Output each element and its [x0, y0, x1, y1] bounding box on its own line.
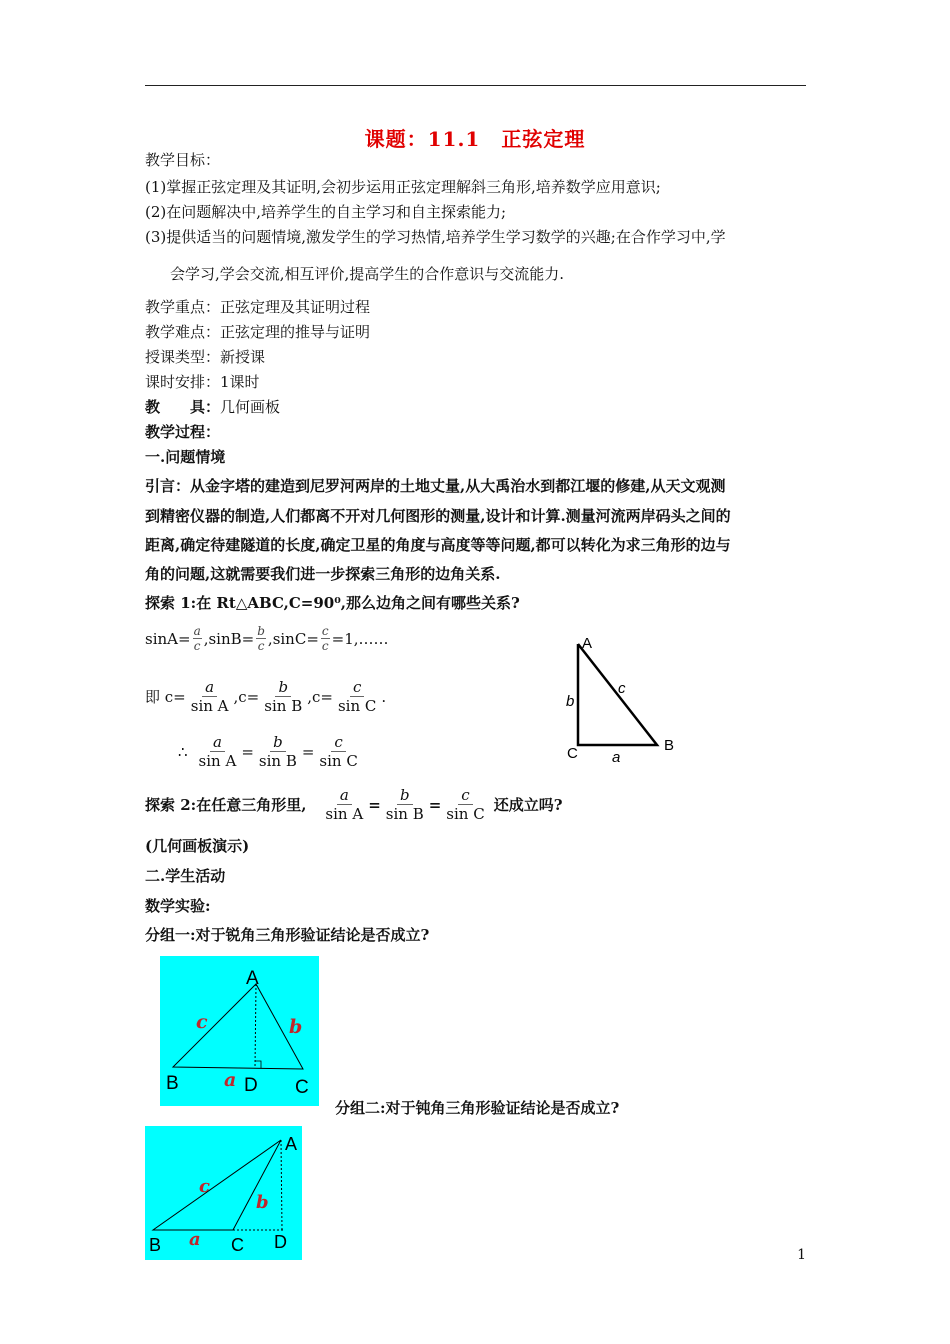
vertex-a-label: A — [246, 968, 259, 989]
side-c-label: c — [196, 1011, 208, 1033]
info-label: 课时安排： — [145, 373, 221, 391]
sin-line-end: =1,…… — [331, 629, 389, 648]
vertex-d-label: D — [274, 1232, 287, 1252]
side-a-label: a — [189, 1229, 201, 1250]
fraction: $\frac{a}{\text{sin A}}$ — [198, 733, 237, 770]
info-value: 1课时 — [220, 373, 260, 391]
explore-2-prefix: 探索 2:在任意三角形里, — [145, 795, 307, 814]
info-row-3 — [145, 347, 265, 367]
info-value: 正弦定理的推导与证明 — [220, 323, 371, 341]
equals: = — [428, 795, 442, 814]
vertex-c-label: C — [231, 1235, 244, 1255]
objective-2: (2)在问题解决中,培养学生的自主学习和自主探索能力; — [145, 203, 507, 221]
info-value: 新授课 — [220, 348, 266, 366]
acute-triangle-figure — [160, 956, 319, 1106]
sin-b-prefix: ,sinB= — [203, 629, 255, 648]
section-2-heading: 二.学生活动 — [145, 867, 226, 885]
ji-prefix: 即 c= — [145, 687, 186, 706]
info-row-2 — [145, 322, 370, 342]
info-row-tools — [145, 397, 280, 417]
equals: = — [368, 795, 381, 814]
vertex-b-label: B — [149, 1235, 162, 1255]
info-row-1 — [145, 297, 370, 317]
law-of-sines-line — [178, 733, 363, 770]
side-b-label: b — [256, 1192, 269, 1213]
process-heading: 教学过程： — [145, 423, 221, 441]
fraction: $\frac{b}{\text{sin B}}$ — [258, 733, 297, 770]
side-c-label: c — [618, 680, 626, 697]
group-1-heading: 分组一:对于锐角三角形验证结论是否成立? — [145, 926, 430, 944]
period: . — [381, 687, 387, 706]
fraction: $\frac{b}{\text{sin B}}$ — [385, 786, 424, 823]
separator: ,c= — [307, 687, 333, 706]
c-expression-line — [145, 678, 386, 715]
equals: = — [241, 742, 254, 761]
side-c-label: c — [199, 1176, 210, 1197]
sin-a-prefix: sinA= — [145, 629, 191, 648]
vertex-b-label: B — [664, 737, 675, 754]
fraction: $\frac{c}{\text{sin C}}$ — [319, 733, 358, 770]
page-title: 课题：11.1 正弦定理 — [364, 127, 586, 151]
explore-2 — [145, 786, 563, 823]
info-label: 授课类型： — [145, 348, 221, 366]
vertex-c-label: C — [295, 1077, 309, 1098]
fraction: $\frac{b}{c}$ — [257, 624, 265, 653]
objectives-heading: 教学目标： — [145, 151, 221, 169]
fraction: $\frac{a}{\text{sin A}}$ — [325, 786, 364, 823]
side-a-label: a — [612, 749, 621, 766]
sin-c-prefix: ,sinC= — [267, 629, 319, 648]
tools-label: 教 具： — [145, 398, 221, 416]
fraction: $\frac{c}{c}$ — [321, 624, 329, 653]
explore-1: 探索 1:在 Rt△ABC,C=90⁰,那么边角之间有哪些关系? — [145, 594, 520, 612]
fraction: $\frac{a}{c}$ — [193, 624, 201, 653]
group-2-heading: 分组二:对于钝角三角形验证结论是否成立? — [335, 1099, 620, 1117]
fraction: $\frac{b}{\text{sin B}}$ — [264, 678, 303, 715]
side-a-label: a — [224, 1069, 237, 1091]
objective-3: (3)提供适当的问题情境,激发学生的学习热情,培养学生学习数学的兴趣;在合作学习中,学 — [145, 228, 726, 246]
vertex-c-label: C — [567, 745, 578, 762]
objective-3-cont: 会学习,学会交流,相互评价,提高学生的合作意识与交流能力. — [170, 265, 565, 283]
fraction: $\frac{c}{\text{sin C}}$ — [446, 786, 485, 823]
side-b-label: b — [566, 693, 575, 710]
vertex-a-label: A — [582, 635, 593, 652]
objective-1: (1)掌握正弦定理及其证明,会初步运用正弦定理解斜三角形,培养数学应用意识; — [145, 178, 661, 196]
info-row-4 — [145, 372, 260, 392]
tools-value: 几何画板 — [220, 398, 281, 416]
section-1-heading: 一.问题情境 — [145, 448, 226, 466]
experiment-heading: 数学实验: — [145, 897, 211, 915]
info-label: 教学重点： — [145, 298, 221, 316]
info-value: 正弦定理及其证明过程 — [220, 298, 371, 316]
intro-line-3: 距离,确定待建隧道的长度,确定卫星的角度与高度等等问题,都可以转化为求三角形的边与 — [145, 536, 731, 554]
explore-2-suffix: 还成立吗? — [493, 795, 563, 814]
intro-line-1: 引言：从金字塔的建造到尼罗河两岸的土地丈量,从大禹治水到都江堰的修建,从天文观测 — [145, 477, 726, 495]
sin-ratio-line — [145, 624, 389, 653]
info-label: 教学难点： — [145, 323, 221, 341]
intro-line-4: 角的问题,这就需要我们进一步探索三角形的边角关系. — [145, 565, 501, 583]
separator: ,c= — [233, 687, 260, 706]
fraction: $\frac{a}{\text{sin A}}$ — [190, 678, 229, 715]
vertex-b-label: B — [166, 1073, 179, 1094]
fraction: $\frac{c}{\text{sin C}}$ — [337, 678, 377, 715]
obtuse-triangle-figure — [145, 1126, 302, 1260]
therefore-symbol: ∴ — [178, 742, 188, 761]
demo-note: (几何画板演示) — [145, 837, 250, 855]
side-b-label: b — [289, 1016, 303, 1038]
vertex-a-label: A — [285, 1134, 298, 1154]
header-rule — [145, 85, 806, 86]
right-triangle-figure — [560, 632, 685, 767]
intro-line-2: 到精密仪器的制造,人们都离不开对几何图形的测量,设计和计算.测量河流两岸码头之间的 — [145, 507, 731, 525]
vertex-d-label: D — [244, 1075, 258, 1096]
page-number: 1 — [797, 1247, 806, 1263]
equals: = — [301, 742, 315, 761]
